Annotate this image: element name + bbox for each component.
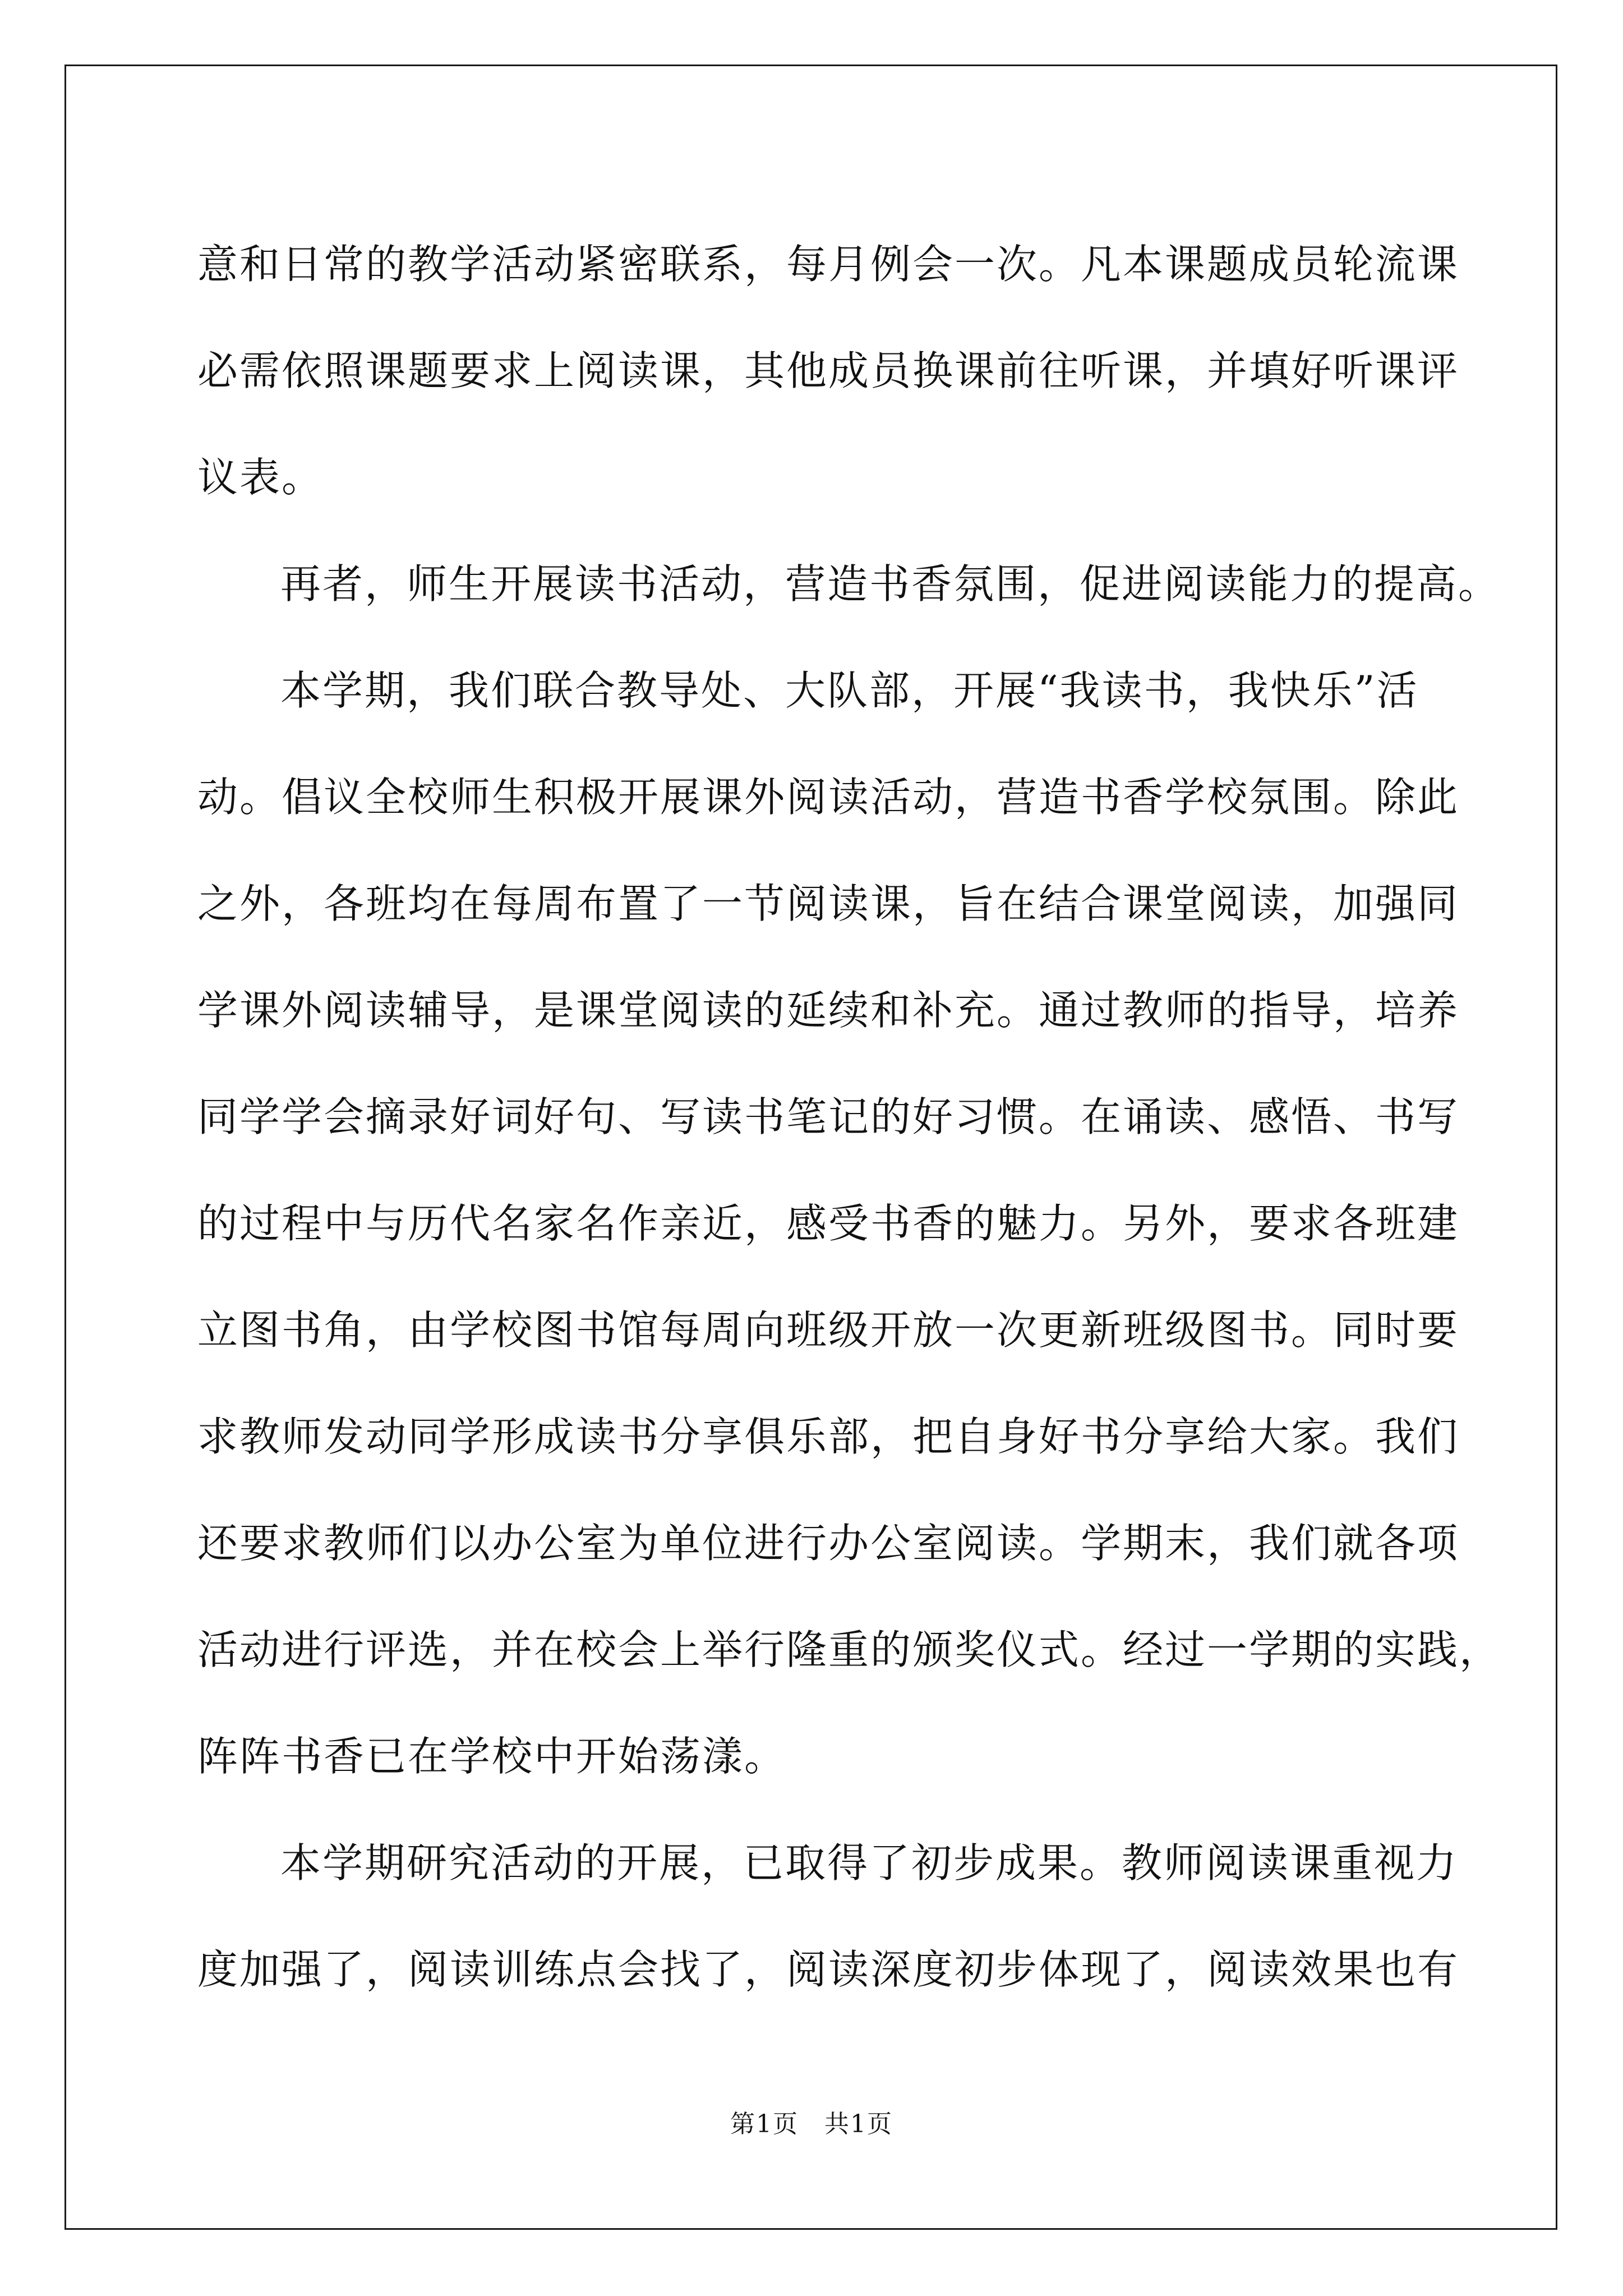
text-line: 动。倡议全校师生积极开展课外阅读活动，营造书香学校氛围。除此: [197, 774, 1460, 821]
document-body: [197, 211, 1502, 2023]
text-line: 活动进行评选，并在校会上举行隆重的颁奖仪式。经过一学期的实践，: [197, 1626, 1502, 1673]
text-line: 度加强了，阅读训练点会找了，阅读深度初步体现了，阅读效果也有: [197, 1946, 1460, 1993]
text-line: 必需依照课题要求上阅读课，其他成员换课前往听课，并填好听课评: [197, 347, 1460, 394]
text-line: 本学期研究活动的开展，已取得了初步成果。教师阅读课重视力: [280, 1839, 1459, 1887]
text-line: 同学学会摘录好词好句、写读书笔记的好习惯。在诵读、感悟、书写: [197, 1093, 1460, 1140]
text-line: 之外，各班均在每周布置了一节阅读课，旨在结合课堂阅读，加强同: [197, 880, 1460, 927]
text-line: 阵阵书香已在学校中开始荡漾。: [197, 1733, 787, 1780]
text-line: 还要求教师们以办公室为单位进行办公室阅读。学期末，我们就各项: [197, 1520, 1460, 1567]
text-line: 立图书角，由学校图书馆每周向班级开放一次更新班级图书。同时要: [197, 1306, 1460, 1354]
text-line: 学课外阅读辅导，是课堂阅读的延续和补充。通过教师的指导，培养: [197, 987, 1460, 1034]
text-line: 求教师发动同学形成读书分享俱乐部，把自身好书分享给大家。我们: [197, 1413, 1460, 1460]
text-line: 的过程中与历代名家名作亲近，感受书香的魅力。另外，要求各班建: [197, 1200, 1460, 1247]
text-line: 意和日常的教学活动紧密联系，每月例会一次。凡本课题成员轮流课: [197, 241, 1460, 288]
text-line: 再者，师生开展读书活动，营造书香氛围，促进阅读能力的提高。: [280, 560, 1501, 608]
text-line: 议表。: [197, 454, 324, 501]
text-line: 本学期，我们联合教导处、大队部，开展“我读书，我快乐”活: [280, 667, 1419, 714]
page-footer: 第1页 共1页: [730, 2110, 893, 2138]
